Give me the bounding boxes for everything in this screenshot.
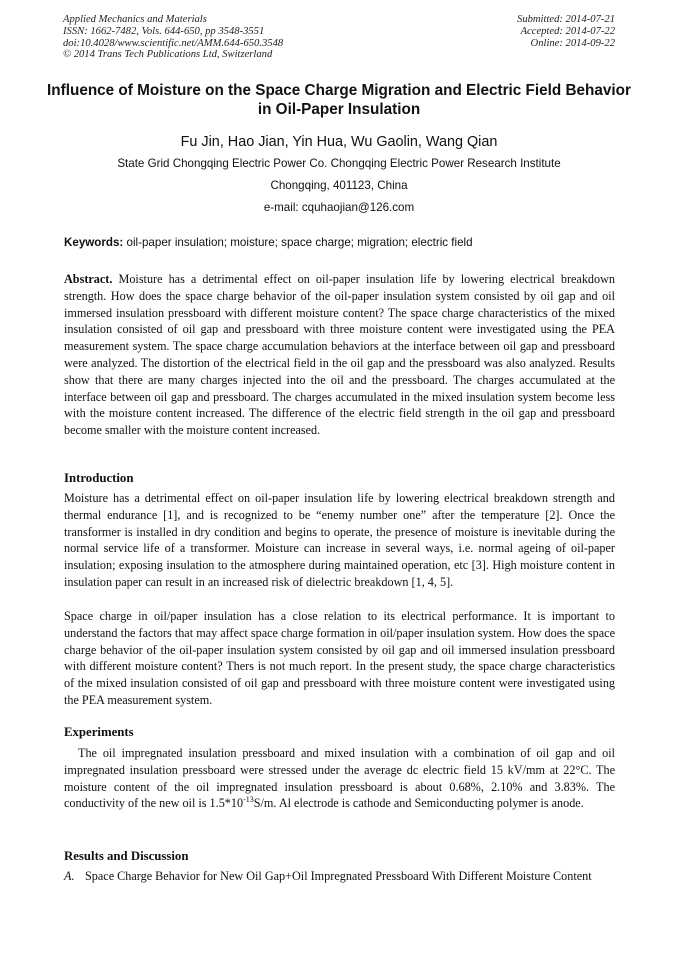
author-list: Fu Jin, Hao Jian, Yin Hua, Wu Gaolin, Wang Qian bbox=[180, 134, 498, 150]
subsection-title: Space Charge Behavior for New Oil Gap+Oil Impregnated Pressboard With Different Moisture Content bbox=[85, 869, 592, 883]
keywords-label: Keywords: bbox=[64, 236, 124, 249]
affiliation-email: e-mail: cquhaojian@126.com bbox=[263, 201, 415, 214]
online-date: Online: 2014-09-22 bbox=[530, 37, 615, 49]
results-heading: Results and Discussion bbox=[64, 849, 189, 863]
keywords bbox=[64, 236, 616, 250]
publication-dates bbox=[517, 14, 615, 49]
doi-line: doi:10.4028/www.scientific.net/AMM.644-650.3548 bbox=[63, 37, 284, 49]
abstract-label: Abstract. bbox=[64, 272, 113, 286]
accepted-date: Accepted: 2014-07-22 bbox=[520, 25, 615, 37]
affiliation-city: Chongqing, 401123, China bbox=[270, 179, 408, 192]
journal-name: Applied Mechanics and Materials bbox=[63, 14, 207, 25]
experiments-paragraph bbox=[64, 745, 615, 812]
abstract bbox=[64, 271, 615, 439]
submitted-date: Submitted: 2014-07-21 bbox=[517, 14, 615, 25]
issn-line: ISSN: 1662-7482, Vols. 644-650, pp 3548-3551 bbox=[63, 25, 265, 37]
exponent: -13 bbox=[243, 795, 254, 805]
paper-title: Influence of Moisture on the Space Charge Migration and Electric Field Behavior in Oil-Paper Insulation bbox=[47, 82, 631, 118]
abstract-text: Moisture has a detrimental effect on oil-paper insulation life by lowering electrical breakdown strength. How does the space charge behavior of the oil-paper insulation system consisted by oil gap and oil immersed insulation pressboard with different moisture content? The space charge characteristics of the mixed insulation consisted of oil gap and pressboard with three moisture content were investigated using the PEA measurement system. The space charge accumulation behaviors at the interface between oil gap and pressboard were analyzed. The distortion of the electrical field in the oil gap and the pressboard was also analyzed. Results show that there are many charges injected into the oil and the pressboard. The charges accumulated at the interface between oil gap and pressboard. The charges accumulated in the mixed insulation system become less with the moisture content increased. The difference of the electric field strength in the oil gap and pressboard become smaller with the moisture content increased. bbox=[64, 272, 616, 438]
experiments-text-part-1: The oil impregnated insulation pressboard and mixed insulation with a combination of oil gap and oil impregnated insulation pressboard were stressed under the average dc electric field 15 kV/mm at 22°C. The moisture content of the oil impregnated insulation pressboard is about 0.68%, 2.10% and 3.83%. The conductivity of the new oil is 1.5*10 bbox=[64, 746, 615, 811]
copyright-line: © 2014 Trans Tech Publications Ltd, Switzerland bbox=[63, 49, 273, 61]
subsection-a bbox=[64, 869, 615, 884]
keywords-text: oil-paper insulation; moisture; space charge; migration; electric field bbox=[126, 236, 473, 249]
experiments-heading: Experiments bbox=[64, 725, 134, 739]
introduction-paragraph-2: Space charge in oil/paper insulation has a close relation to its electrical performance. It is important to understand the factors that may affect space charge formation in oil/paper insulation system. How does the space charge behavior of the oil-paper insulation system consisted by oil gap and oil immersed insulation pressboard with different moisture content? Thers is not much report. In the present study, the space charge characteristics of the mixed insulation consisted of oil gap and pressboard with three moisture content were investigated using the PEA measurement system. bbox=[64, 609, 615, 707]
subsection-letter: A. bbox=[64, 869, 75, 883]
introduction-paragraph-1: Moisture has a detrimental effect on oil-paper insulation life by lowering electrical breakdown strength and thermal endurance [1], and is recognized to be “enemy number one” after the temperature [2]. Once the transformer is installed in dry condition and begins to operate, the presence of moisture is inevitable during the normal service life of a transformer. Moisture can increase in several ways, i.e. normal ageing of oil-paper insulation; exposing insulation to the atmosphere during maintained operation, etc [3]. High moisture content in insulation paper can result in an increased risk of dielectric breakdown [1, 4, 5]. bbox=[64, 491, 615, 589]
journal-metadata bbox=[63, 14, 283, 61]
experiments-text-part-2: S/m. Al electrode is cathode and Semiconducting polymer is anode. bbox=[253, 796, 584, 811]
affiliation-institution: State Grid Chongqing Electric Power Co. Chongqing Electric Power Research Institute bbox=[117, 157, 561, 170]
introduction-heading: Introduction bbox=[64, 471, 134, 485]
